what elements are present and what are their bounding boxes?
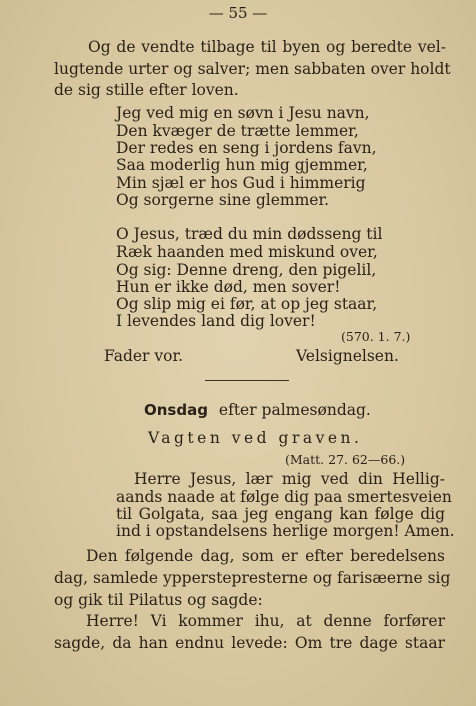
body-line-1: Den følgende dag, som er efter beredelsens <box>86 547 445 565</box>
day-heading <box>144 401 371 419</box>
body-line-5: sagde, da han endnu levede: Om tre dage staar <box>54 634 445 652</box>
section-divider <box>205 380 289 381</box>
hymn-v2-line-5: Og slip mig ei før, at op jeg staar, <box>116 295 378 313</box>
section-title: Vagten ved graven. <box>148 429 363 447</box>
hymn-v1-line-5: Min sjæl er hos Gud i himmerig <box>116 174 366 192</box>
hymn-v1-line-1: Jeg ved mig en søvn i Jesu navn, <box>116 104 370 122</box>
body-line-4: Herre! Vi kommer ihu, at denne forfører <box>86 612 445 630</box>
hymn-reference: (570. 1. 7.) <box>341 329 411 344</box>
intro-line-1: Og de vendte tilbage til byen og beredte vel- <box>88 38 446 56</box>
hymn-v2-line-6: I levendes land dig lover! <box>116 312 316 330</box>
prayer-line-3: til Golgata, saa jeg engang kan følge dig <box>116 505 445 523</box>
day-heading-rest: efter palmesøndag. <box>218 401 371 419</box>
body-line-2: dag, samlede ypperstepresterne og farisæerne sig <box>54 569 451 587</box>
hymn-v2-line-3: Og sig: Denne dreng, den pigelil, <box>116 261 377 279</box>
hymn-v1-line-6: Og sorgerne sine glemmer. <box>116 191 330 209</box>
intro-line-2: lugtende urter og salver; men sabbaten over holdt <box>54 60 451 78</box>
fader-vor: Fader vor. <box>104 347 184 365</box>
page-number: — 55 — <box>208 4 268 22</box>
prayer-line-1: Herre Jesus, lær mig ved din Hellig- <box>134 470 445 488</box>
prayer-line-4: ind i opstandelsens herlige morgen! Amen. <box>116 522 455 540</box>
hymn-v1-line-4: Saa moderlig hun mig gjemmer, <box>116 156 368 174</box>
hymn-v2-line-4: Hun er ikke død, men sover! <box>116 278 341 296</box>
hymn-v2-line-1: O Jesus, træd du min dødsseng til <box>116 225 383 243</box>
hymn-v1-line-3: Der redes en seng i jordens favn, <box>116 139 377 157</box>
body-line-3: og gik til Pilatus og sagde: <box>54 591 263 609</box>
hymn-v1-line-2: Den kvæger de trætte lemmer, <box>116 122 359 140</box>
intro-line-3: de sig stille efter loven. <box>54 81 239 99</box>
section-reference: (Matt. 27. 62—66.) <box>285 452 406 467</box>
prayer-line-2: aands naade at følge dig paa smertesveien <box>116 488 452 506</box>
hymn-v2-line-2: Ræk haanden med miskund over, <box>116 243 378 261</box>
velsignelsen: Velsignelsen. <box>296 347 399 365</box>
day-heading-bold: Onsdag <box>144 401 208 419</box>
